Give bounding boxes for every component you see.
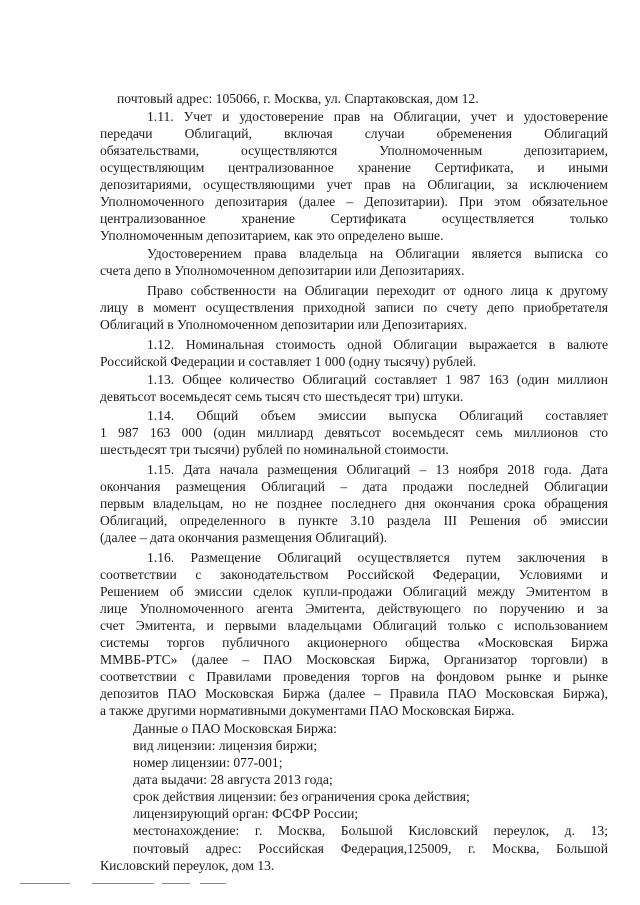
text-line: счет Эмитента, и первыми владельцами Облигаций только с использованием	[100, 618, 608, 633]
document-page	[100, 0, 608, 905]
scan-artifact	[92, 883, 154, 884]
text-line: Удостоверением права владельца на Облигации является выписка со	[147, 246, 608, 261]
text-line: системы торгов публичного акционерного общества «Московская Биржа	[100, 635, 608, 650]
text-line: окончания размещения Облигаций – дата продажи последней Облигации	[100, 479, 608, 494]
text-line: лицензирующий орган: ФСФР России;	[133, 806, 359, 821]
scan-artifact	[20, 883, 70, 884]
text-line: номер лицензии: 077-001;	[133, 755, 283, 770]
text-line: депозитариями, осуществляющими учет прав на Облигации, за исключением	[100, 177, 608, 192]
text-line: а также другими нормативными документами ПАО Московская Биржа.	[100, 703, 515, 718]
text-line: лицу в момент осуществления приходной записи по счету депо приобретателя	[100, 300, 608, 315]
text-line: почтовый адрес: Российская Федерация,125009, г. Москва, Большой	[133, 841, 608, 856]
text-line: первым владельцам, но не позднее последнего дня окончания срока обращения	[100, 496, 608, 511]
text-line: Кисловский переулок, дом 13.	[100, 858, 275, 873]
text-line: осуществляющим централизованное хранение Сертификата, и иными	[100, 160, 608, 175]
text-line: Право собственности на Облигации переходит от одного лица к другому	[147, 283, 608, 298]
text-line: Данные о ПАО Московская Биржа:	[133, 721, 337, 736]
text-line: 1 987 163 000 (один миллиард девятьсот восемьдесят семь миллионов сто	[100, 425, 608, 440]
text-line: передачи Облигаций, включая случаи обременения Облигаций	[100, 126, 608, 141]
text-line: 1.16. Размещение Облигаций осуществляется путем заключения в	[147, 550, 608, 565]
text-line: лице Уполномоченного агента Эмитента, действующего по поручению и за	[100, 601, 608, 616]
text-line: почтовый адрес: 105066, г. Москва, ул. Спартаковская, дом 12.	[117, 91, 479, 106]
text-line: соответствии с Правилами проведения торгов на фондовом рынке и рынке	[100, 669, 608, 684]
text-line: девятьсот восемьдесят семь тысяч сто шестьдесят три) штуки.	[100, 389, 464, 404]
text-line: срок действия лицензии: без ограничения срока действия;	[133, 789, 470, 804]
text-line: соответствии с законодательством Российской Федерации, Условиями и	[100, 567, 608, 582]
text-line: депозитов ПАО Московская Биржа (далее – Правила ПАО Московская Биржа),	[100, 686, 608, 701]
text-line: Облигаций, определенного в пункте 3.10 раздела III Решения об эмиссии	[100, 513, 608, 528]
text-line: шестьдесят три тысячи) рублей по номинальной стоимости.	[100, 442, 449, 457]
text-line: Облигаций в Уполномоченном депозитарии или Депозитариях.	[100, 317, 468, 332]
text-line: Российской Федерации и составляет 1 000 (одну тысячу) рублей.	[100, 354, 477, 369]
text-line: ММВБ-РТС» (далее – ПАО Московская Биржа, Организатор торговли) в	[100, 652, 608, 667]
text-line: 1.13. Общее количество Облигаций составляет 1 987 163 (один миллион	[147, 372, 608, 387]
text-line: счета депо в Уполномоченном депозитарии или Депозитариях.	[100, 263, 465, 278]
text-line: 1.12. Номинальная стоимость одной Облигации выражается в валюте	[147, 337, 608, 352]
text-line: Уполномоченного депозитария (далее – Депозитарии). При этом обязательное	[100, 194, 608, 209]
text-line: Уполномоченным депозитарием, как это определено выше.	[100, 228, 444, 243]
scan-artifact	[200, 883, 226, 884]
text-line: Решением об эмиссии сделок купли-продажи Облигаций между Эмитентом в	[100, 584, 608, 599]
text-line: местонахождение: г. Москва, Большой Кисловский переулок, д. 13;	[133, 823, 608, 838]
text-line: 1.14. Общий объем эмиссии выпуска Облигаций составляет	[147, 408, 608, 423]
text-line: 1.15. Дата начала размещения Облигаций – 13 ноября 2018 года. Дата	[147, 462, 608, 477]
text-line: (далее – дата окончания размещения Облигаций).	[100, 530, 388, 545]
text-line: дата выдачи: 28 августа 2013 года;	[133, 772, 333, 787]
text-line: обязательствами, осуществляются Уполномоченным депозитарием,	[100, 143, 608, 158]
scan-artifact	[162, 883, 190, 884]
text-line: 1.11. Учет и удостоверение прав на Облигации, учет и удостоверение	[147, 109, 608, 124]
text-line: вид лицензии: лицензия биржи;	[133, 738, 318, 753]
text-line: централизованное хранение Сертификата осуществляется только	[100, 211, 608, 226]
